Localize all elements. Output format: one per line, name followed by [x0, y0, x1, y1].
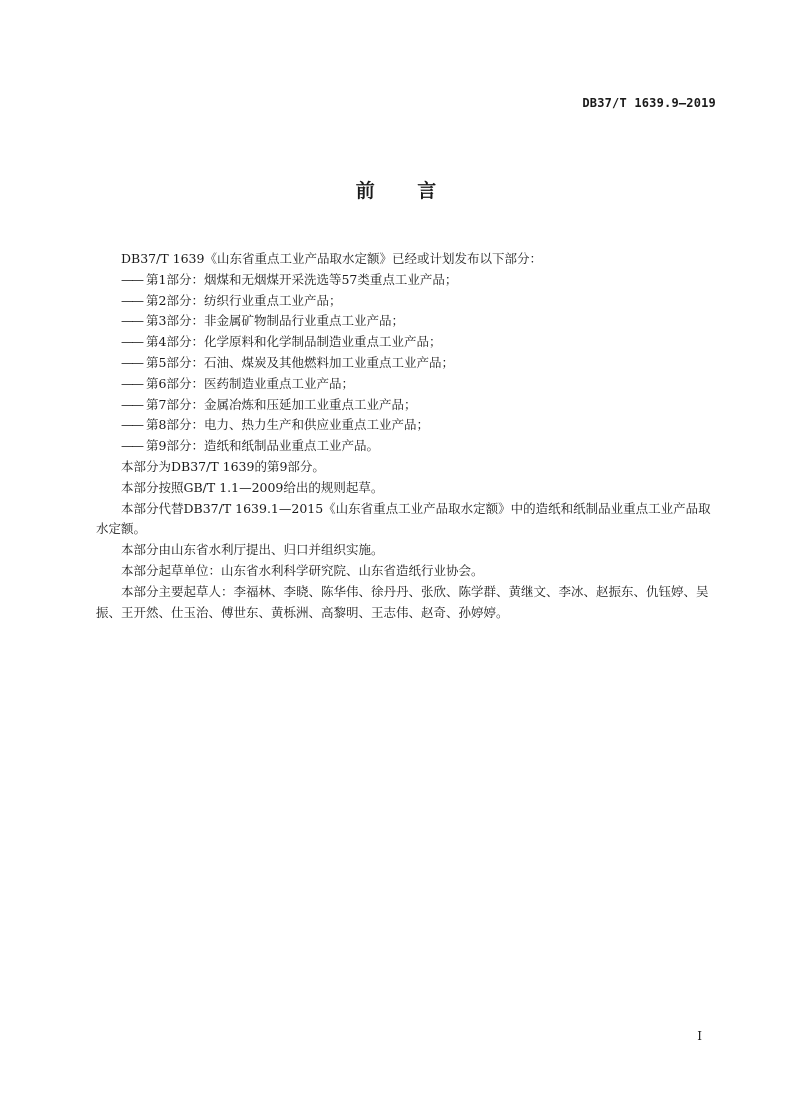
- list-item: [96, 311, 720, 332]
- list-item-text: 第7部分：金属冶炼和压延加工业重点工业产品；: [146, 396, 417, 412]
- paragraph-proposer: 本部分由山东省水利厅提出、归口并组织实施。: [121, 542, 384, 558]
- list-item-text: 第5部分：石油、煤炭及其他燃料加工业重点工业产品；: [146, 354, 454, 370]
- paragraph-drafting-rules: 本部分按照GB/T 1.1—2009给出的规则起草。: [121, 479, 384, 495]
- paragraph-drafters: 本部分主要起草人：李福林、李晓、陈华伟、徐丹丹、张欣、陈学群、黄继文、李冰、赵振东、仇钰婷、吴振、王开然、仕玉治、傅世东、黄栎洲、高黎明、王志伟、赵奇、孙婷婷。: [96, 583, 709, 620]
- intro-paragraph: DB37/T 1639《山东省重点工业产品取水定额》已经或计划发布以下部分：: [121, 251, 542, 266]
- list-item-text: 第1部分：烟煤和无烟煤开采洗选等57类重点工业产品；: [146, 271, 458, 287]
- foreword-body: [96, 249, 720, 623]
- list-dash: ——: [121, 354, 142, 370]
- list-item: [96, 395, 720, 416]
- paragraph-replacement: 本部分代替DB37/T 1639.1—2015《山东省重点工业产品取水定额》中的造纸和纸制品业重点工业产品取水定额。: [96, 500, 711, 537]
- list-dash: ——: [121, 292, 142, 308]
- list-dash: ——: [121, 313, 142, 329]
- paragraph-part-number: 本部分为DB37/T 1639的第9部分。: [121, 458, 325, 474]
- list-item: [96, 374, 720, 395]
- list-dash: ——: [121, 375, 142, 391]
- list-dash: ——: [121, 334, 142, 350]
- document-id: DB37/T 1639.9—2019: [582, 96, 716, 110]
- list-item: [96, 436, 720, 457]
- list-item: [96, 332, 720, 353]
- list-item-text: 第6部分：医药制造业重点工业产品；: [146, 375, 354, 391]
- list-item-text: 第2部分：纺织行业重点工业产品；: [146, 292, 342, 308]
- page-number: I: [697, 1029, 702, 1043]
- list-dash: ——: [121, 271, 142, 287]
- paragraph-drafting-units: 本部分起草单位：山东省水利科学研究院、山东省造纸行业协会。: [121, 562, 484, 578]
- list-item: [96, 353, 720, 374]
- list-item: [96, 270, 720, 291]
- list-dash: ——: [121, 396, 142, 412]
- list-item-text: 第9部分：造纸和纸制品业重点工业产品。: [146, 438, 379, 454]
- list-item-text: 第8部分：电力、热力生产和供应业重点工业产品；: [146, 417, 429, 433]
- list-item-text: 第4部分：化学原料和化学制品制造业重点工业产品；: [146, 334, 442, 350]
- page-title: 前 言: [355, 180, 455, 202]
- list-item-text: 第3部分：非金属矿物制品行业重点工业产品；: [146, 313, 404, 329]
- list-item: [96, 415, 720, 436]
- list-dash: ——: [121, 438, 142, 454]
- list-dash: ——: [121, 417, 142, 433]
- list-item: [96, 291, 720, 312]
